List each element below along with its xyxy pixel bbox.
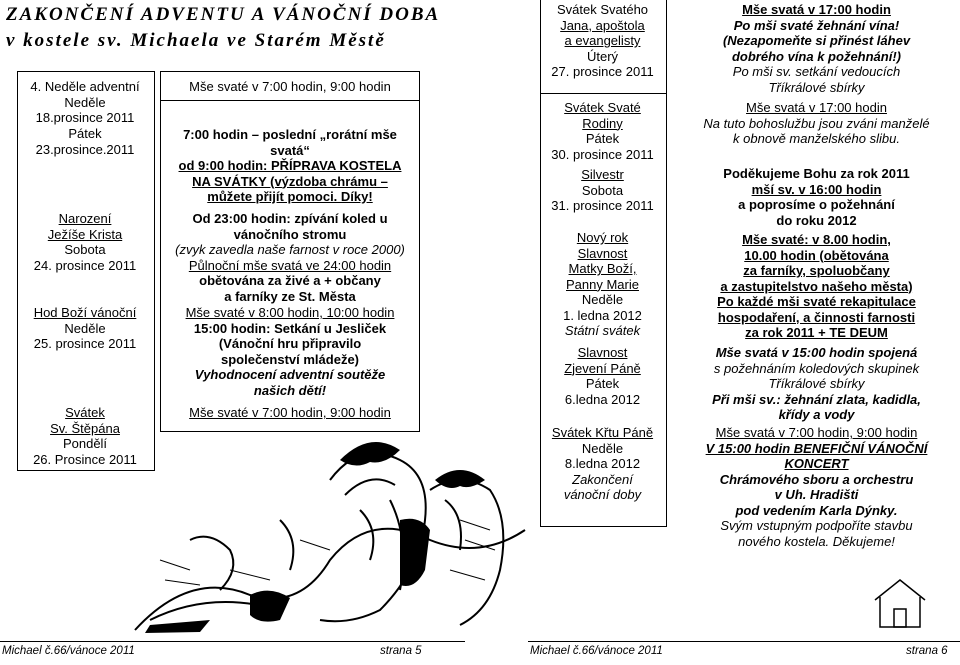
day-silvestr: Silvestr Sobota 31. prosince 2011 (551, 167, 654, 213)
mass-sunday-8: Mše svatá v 7:00 hodin, 9:00 hodin V 15:00 hodin BENEFIČNÍ VÁNOČNÍ KONCERT Chrámového sboru a orchestru v Uh. Hradišti pod vedením Karla Dýnky. Svým vstupným podpoříte stavbu nového kostela. Děkujeme! (705, 425, 928, 549)
day-name: Narození (58, 211, 112, 226)
day-weekday: Neděle (64, 320, 106, 336)
mass-saturday-31: Poděkujeme Bohu za rok 2011 mší sv. v 16:00 hodin a poprosíme o požehnání do roku 2012 (723, 166, 910, 228)
page-title-line1: ZAKONČENÍ ADVENTU A VÁNOČNÍ DOBA (6, 4, 441, 25)
footer-page-number: strana 6 (906, 645, 948, 657)
day-christmas-eve (22, 211, 148, 273)
day-date: 23.prosince.2011 (35, 141, 135, 157)
mass-monday-26: Mše svaté v 7:00 hodin, 9:00 hodin (189, 405, 391, 420)
mass-sunday-1: Mše svaté: v 8.00 hodin, 10.00 hodin (obětována za farníky, spoluobčany a zastupitelstvo našeho města) Po každé mši svaté rekapitulace hospodaření, a činnosti farnosti za rok 2011 + TE DEUM (717, 232, 916, 340)
day-christmas-day (22, 305, 148, 352)
nativity-illustration (130, 420, 530, 635)
footer-issue: Michael č.66/vánoce 2011 (530, 645, 663, 657)
mass-saturday-24: Od 23:00 hodin: zpívání koled u vánočního stromu (zvyk zavedla naše farnost v roce 2000) Půlnoční mše svatá ve 24:00 hodin obětována za živé a + občany a farníky ze St. Města (175, 211, 405, 304)
mass-friday-6: Mše svatá v 15:00 hodin spojená s požehnáním koledových skupinek Tříkrálové sbírky Při mši sv.: žehnání zlata, kadidla, křídy a vody (712, 345, 921, 422)
day-date: 26. Prosince 2011 (33, 451, 137, 467)
day-name: Svátek (65, 405, 105, 420)
footer-issue: Michael č.66/vánoce 2011 (2, 645, 135, 657)
page-title-line2: v kostele sv. Michaela ve Starém Městě (6, 30, 386, 51)
day-epiphany: Slavnost Zjevení Páně Pátek 6.ledna 2012 (564, 345, 641, 407)
day-holy-family: Svátek Svaté Rodiny Pátek 30. prosince 2011 (551, 100, 654, 162)
day-friday-23 (22, 126, 148, 157)
mass-sunday-18: Mše svaté v 7:00 hodin, 9:00 hodin (189, 79, 391, 94)
day-name-2: Ježíše Krista (47, 226, 123, 242)
day-weekday: Neděle (64, 94, 106, 110)
mass-friday-23: 7:00 hodin – poslední „rorátní mše svatá“ od 9:00 hodin: PŘÍPRAVA KOSTELA NA SVÁTKY (výzdoba chrámu – můžete přijít pomoci. Díky! (178, 127, 402, 204)
day-weekday: Pondělí (62, 436, 108, 451)
day-date: 18.prosince 2011 (35, 110, 135, 125)
day-name: Hod Boží vánoční (33, 305, 137, 320)
mass-friday-30: Mše svatá v 17:00 hodin Na tuto bohoslužbu jsou zváni manželé k obnově manželského slibu. (703, 100, 930, 146)
day-date: 24. prosince 2011 (33, 257, 137, 273)
day-st-john: Svátek Svatého Jana, apoštola a evangelisty Úterý 27. prosince 2011 (551, 2, 654, 79)
day-name-2: Sv. Štěpána (50, 420, 120, 436)
footer-rule (528, 641, 960, 642)
footer-page-number: strana 5 (380, 645, 422, 657)
day-advent-sunday (22, 79, 148, 126)
mass-tuesday-27: Mše svatá v 17:00 hodin Po mši svaté žehnání vína! (Nezapomeňte si přinést láhev dobrého vína k požehnání!) Po mši sv. setkání vedoucích Tříkrálové sbírky (722, 2, 911, 95)
day-weekday: Sobota (64, 242, 106, 257)
mass-sunday-25: Mše svaté v 8:00 hodin, 10:00 hodin 15:00 hodin: Setkání u Jesliček (Vánoční hru připravilo společenství mládeže) Vyhodnocení adventní soutěže našich dětí! (185, 305, 395, 398)
stable-sketch (870, 575, 930, 630)
day-new-year: Nový rok Slavnost Matky Boží, Panny Marie Neděle 1. ledna 2012 Státní svátek (563, 230, 642, 338)
day-baptism: Svátek Křtu Páně Neděle 8.ledna 2012 Zakončení vánoční doby (551, 425, 654, 502)
day-date: 25. prosince 2011 (33, 336, 137, 351)
divider (160, 100, 419, 101)
day-weekday: Pátek (68, 126, 102, 141)
day-name: 4. Neděle adventní (30, 79, 140, 94)
divider (540, 93, 666, 94)
footer-rule (0, 641, 465, 642)
